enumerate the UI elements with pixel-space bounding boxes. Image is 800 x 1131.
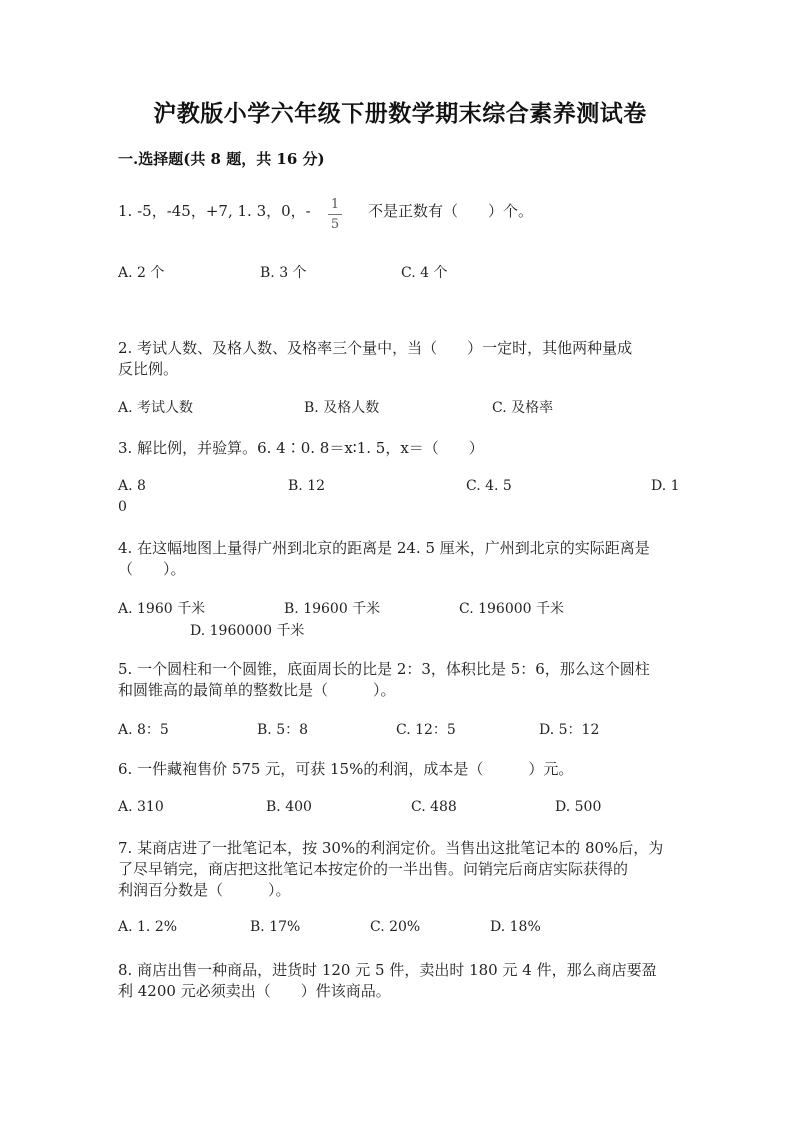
question-6-stem: 6. 一件藏袍售价 575 元，可获 15%的利润，成本是（ ）元。 [118, 760, 574, 778]
question-1-option-b: B. 3 个 [260, 265, 307, 281]
question-4-text-1: 4. 在这幅地图上量得广州到北京的距离是 24. 5 厘米，广州到北京的实际距离是 [118, 539, 650, 557]
question-7-text-1: 7. 某商店进了一批笔记本，按 30%的利润定价。当售出这批笔记本的 80%后，为 [118, 839, 664, 857]
question-1-stem-start: 1. -5，-45，+7, 1. 3，0，- [118, 202, 311, 220]
question-1-option-c: C. 4 个 [401, 265, 448, 281]
question-6-option-b: B. 400 [266, 799, 312, 815]
question-3-stem: 3. 解比例，并验算。6. 4∶0. 8＝x∶1. 5，x＝（ ） [118, 439, 484, 457]
question-7-option-a: A. 1. 2% [118, 919, 178, 935]
fraction-numerator: 1 [330, 197, 340, 212]
page-title: 沪教版小学六年级下册数学期末综合素养测试卷 [153, 100, 647, 127]
question-7-option-c: C. 20% [370, 919, 421, 935]
question-3-option-c: C. 4. 5 [466, 478, 512, 494]
question-4-stem-line-2: （ ）。 [118, 560, 186, 578]
question-4-option-a: A. 1960 千米 [118, 601, 206, 617]
question-5-option-a: A. 8：5 [118, 722, 169, 738]
question-8-text-1: 8. 商店出售一种商品，进货时 120 元 5 件，卖出时 180 元 4 件，那么商店要盈 [118, 961, 657, 979]
question-6-option-a: A. 310 [118, 799, 164, 815]
question-7-option-d: D. 18% [490, 919, 541, 935]
question-5-stem-line-1 [118, 659, 683, 680]
question-1-stem-end: 不是正数有（ ）个。 [368, 202, 534, 220]
question-7-stem-line-1 [118, 838, 683, 859]
question-3-option-d: D. 1 [651, 478, 680, 494]
fraction-denominator: 5 [330, 217, 340, 232]
question-3-option-b: B. 12 [288, 478, 326, 494]
question-2-option-b: B. 及格人数 [304, 400, 380, 416]
question-1-option-a: A. 2 个 [118, 265, 165, 281]
question-3-option-a: A. 8 [118, 478, 146, 494]
fraction-bar [328, 214, 342, 215]
question-2-option-c: C. 及格率 [492, 400, 554, 416]
question-7-option-b: B. 17% [250, 919, 301, 935]
question-7-stem-line-3: 利润百分数是（ ）。 [118, 881, 291, 899]
question-8-stem-line-1 [118, 960, 683, 981]
question-4-stem-line-1 [118, 538, 683, 559]
question-5-stem-line-2: 和圆锥高的最简单的整数比是（ ）。 [118, 681, 396, 699]
question-6-option-c: C. 488 [411, 799, 457, 815]
question-7-stem-line-2 [118, 859, 683, 880]
question-7-text-2: 了尽早销完，商店把这批笔记本按定价的一半出售。问销完后商店实际获得的 [118, 860, 629, 878]
question-4-option-c: C. 196000 千米 [459, 601, 565, 617]
question-8-stem-line-2: 利 4200 元必须卖出（ ）件该商品。 [118, 982, 391, 1000]
section-heading: 一.选择题(共 8 题，共 16 分) [118, 150, 325, 168]
question-2-text-1: 2. 考试人数、及格人数、及格率三个量中，当（ ）一定时，其他两种量成 [118, 339, 633, 357]
question-2-stem-line-1 [118, 338, 683, 359]
question-4-option-b: B. 19600 千米 [284, 601, 381, 617]
question-5-text-1: 5. 一个圆柱和一个圆锥，底面周长的比是 2：3，体积比是 5：6，那么这个圆柱 [118, 660, 650, 678]
question-4-option-d: D. 1960000 千米 [190, 623, 305, 639]
question-5-option-c: C. 12：5 [396, 722, 456, 738]
question-2-stem-line-2: 反比例。 [118, 360, 179, 378]
question-5-option-d: D. 5：12 [539, 722, 600, 738]
question-3-option-d-wrap: 0 [118, 499, 127, 515]
question-5-option-b: B. 5：8 [257, 722, 309, 738]
question-2-option-a: A. 考试人数 [118, 400, 194, 416]
question-6-option-d: D. 500 [555, 799, 602, 815]
question-1-fraction [326, 196, 344, 233]
